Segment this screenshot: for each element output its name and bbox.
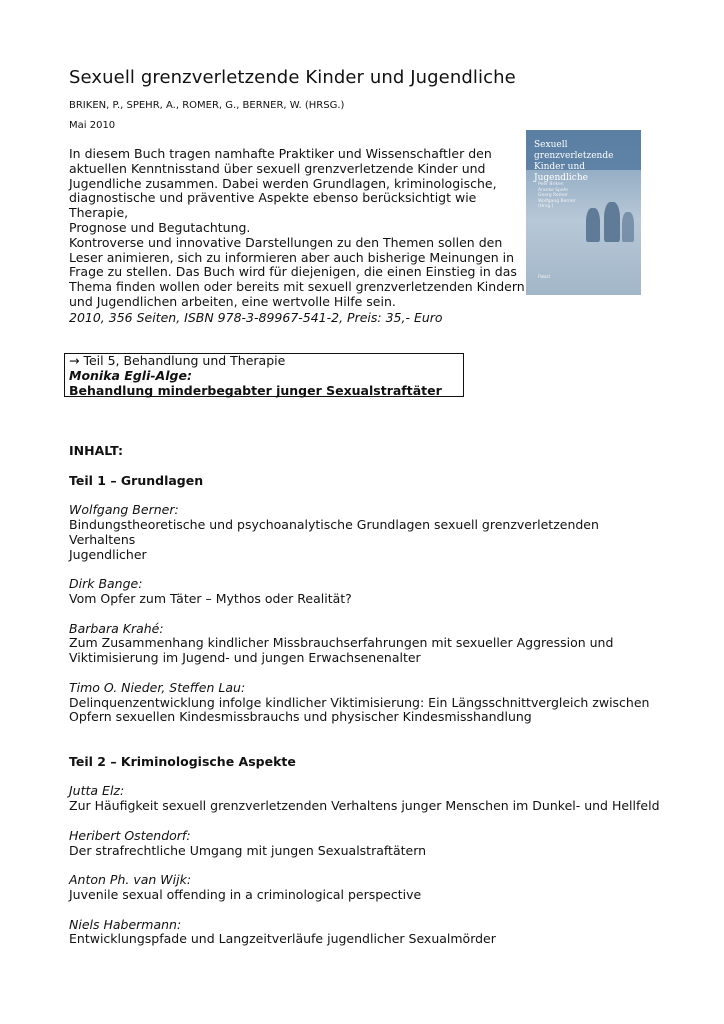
description-line: und Jugendlichen arbeiten, eine wertvolle Hilfe sein. [69, 293, 396, 309]
list-item [69, 681, 669, 725]
part-title: Teil 1 – Grundlagen [69, 472, 204, 488]
entry-author: Timo O. Nieder, Steffen Lau: [69, 679, 246, 695]
description-line: In diesem Buch tragen namhafte Praktiker und Wissenschaftler den [69, 146, 492, 161]
box-author: Monika Egli-Alge: [69, 367, 192, 383]
entry-title: Der strafrechtliche Umgang mit jungen Sexualstraftätern [69, 842, 427, 858]
entry-author: Wolfgang Berner: [69, 502, 179, 518]
entry-author: Heribert Ostendorf: [69, 827, 191, 843]
entry-author: Barbara Krahé: [69, 620, 164, 636]
contents-heading: INHALT: [69, 443, 123, 458]
description-line: Thema finden wollen oder bereits mit sexuell grenzverletzenden Kindern [69, 279, 525, 295]
list-item [69, 918, 669, 948]
publication-info: 2010, 356 Seiten, ISBN 978-3-89967-541-2, Preis: 35,- Euro [69, 310, 443, 325]
box-chapter-title: Behandlung minderbegabter junger Sexualstraftäter [69, 382, 442, 398]
entry-title: Bindungstheoretische und psychoanalytische Grundlagen sexuell grenzverletzenden Verhaltens [69, 516, 599, 547]
list-item [69, 622, 669, 666]
box-part-reference: → Teil 5, Behandlung und Therapie [69, 353, 286, 368]
cover-editors [538, 182, 598, 210]
cover-publisher: Pabst [538, 275, 551, 280]
entry-title: Vom Opfer zum Täter – Mythos oder Realität? [69, 590, 352, 606]
description-line: Jugendliche zusammen. Dabei werden Grundlagen, kriminologische, [69, 175, 497, 191]
cover-figure [586, 208, 600, 242]
cover-figure [604, 202, 620, 242]
book-description [69, 147, 529, 310]
entry-title: Jugendlicher [69, 546, 147, 562]
table-of-contents [69, 444, 669, 947]
entry-title: Juvenile sexual offending in a criminological perspective [69, 886, 422, 902]
part-title: Teil 2 – Kriminologische Aspekte [69, 753, 296, 769]
entry-title: Zur Häufigkeit sexuell grenzverletzenden Verhaltens junger Menschen im Dunkel- und Hellfeld [69, 798, 660, 814]
cover-title-line: Sexuell grenzverletzende [534, 140, 614, 161]
page-title: Sexuell grenzverletzende Kinder und Jugendliche [69, 67, 516, 88]
cover-editor: Peer Briken [538, 182, 564, 187]
description-line: Frage zu stellen. Das Buch wird für diejenigen, die einen Einstieg in das [69, 264, 517, 280]
description-line: aktuellen Kenntnisstand über sexuell grenzverletzende Kinder und [69, 160, 486, 176]
entry-title: Delinquenzentwicklung infolge kindlicher Viktimisierung: Ein Längsschnittvergleich zwischen [69, 694, 650, 710]
editors-line: BRIKEN, P., SPEHR, A., ROMER, G., BERNER, W. (HRSG.) [69, 100, 345, 111]
cover-editor: Aranke Spehr [538, 187, 569, 193]
entry-author: Niels Habermann: [69, 916, 182, 932]
cover-title [534, 140, 636, 184]
list-item [69, 503, 669, 562]
entry-title: Opfern sexuellen Kindesmissbrauchs und physischer Kindesmisshandlung [69, 709, 532, 725]
description-line: Prognose und Begutachtung. [69, 219, 251, 235]
cover-editor: Wolfgang Berner [538, 198, 576, 204]
cover-title-line: Kinder und Jugendliche [534, 162, 588, 183]
entry-title: Entwicklungspfade und Langzeitverläufe jugendlicher Sexualmörder [69, 931, 496, 947]
description-line: Kontroverse und innovative Darstellungen zu den Themen sollen den [69, 234, 503, 250]
publication-date: Mai 2010 [69, 120, 116, 131]
entry-title: Viktimisierung im Jugend- und jungen Erwachsenenalter [69, 650, 421, 666]
list-item [69, 829, 669, 859]
cover-editor: (Hrsg.) [538, 204, 554, 209]
entry-author: Jutta Elz: [69, 783, 125, 799]
list-item [69, 873, 669, 903]
description-line: diagnostische und präventive Aspekte ebenso berücksichtigt wie Therapie, [69, 190, 477, 221]
entry-author: Dirk Bange: [69, 576, 143, 592]
highlight-box [64, 353, 464, 397]
book-cover [526, 130, 641, 295]
list-item [69, 784, 669, 814]
cover-figure [622, 212, 634, 242]
entry-title: Zum Zusammenhang kindlicher Missbrauchserfahrungen mit sexueller Aggression und [69, 635, 614, 651]
description-line: Leser animieren, sich zu informieren aber auch bisherige Meinungen in [69, 249, 515, 265]
cover-editor: Georg Romer [538, 193, 568, 198]
list-item [69, 577, 669, 607]
entry-author: Anton Ph. van Wijk: [69, 872, 192, 888]
